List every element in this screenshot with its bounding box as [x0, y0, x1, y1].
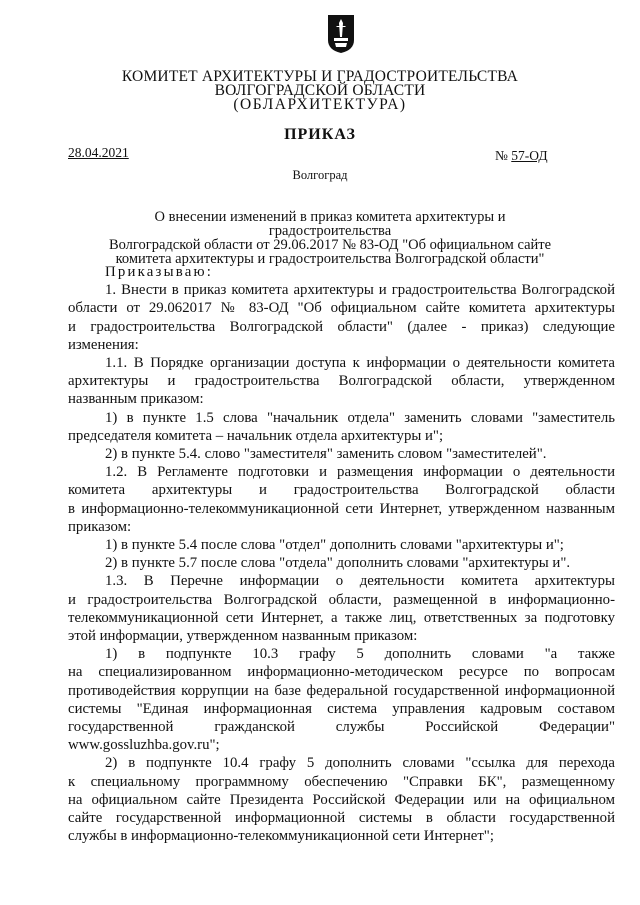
- order-number-value: 57-ОД: [511, 148, 548, 163]
- committee-short-name: (ОБЛАРХИТЕКТУРА): [233, 96, 407, 113]
- body-line: и градостроительства Волгоградской области" (далее - приказ) следующие: [68, 318, 615, 335]
- subject-line: О внесении изменений в приказ комитета архитектуры и градостроительства: [154, 209, 506, 239]
- body-line: 1.2. В Регламенте подготовки и размещения информации о деятельности: [105, 464, 615, 481]
- body-line: телекоммуникационной сети Интернет, а также лиц, ответственных за подготовку: [68, 609, 615, 626]
- body-line: противодействия коррупции на базе федеральной государственной информационной: [68, 682, 615, 699]
- body-line: названным приказом:: [68, 391, 204, 408]
- body-line: государственной гражданской службы Российской Федерации": [68, 719, 615, 736]
- body-line: на специализированном информационно-методическом ресурсе по вопросам: [68, 664, 615, 681]
- coat-of-arms-icon: [327, 14, 355, 54]
- subject-line: Волгоградской области от 29.06.2017 № 83-ОД "Об официальном сайте: [108, 237, 552, 253]
- body-line: 2) в подпункте 10.4 графу 5 дополнить словами "ссылка для перехода: [105, 755, 615, 772]
- body-line: системы "Единая информационная система управления кадровым составом: [68, 700, 615, 717]
- document-type-title: ПРИКАЗ: [284, 126, 356, 143]
- body-line: 1.1. В Порядке организации доступа к информации о деятельности комитета: [105, 355, 615, 372]
- body-line: архитектуры и градостроительства Волгоградской области, утвержденном: [68, 373, 615, 390]
- body-line: в информационно-телекоммуникационной сети Интернет, утвержденном названным: [68, 500, 615, 517]
- body-line: 1.3. В Перечне информации о деятельности комитета архитектуры: [105, 573, 615, 590]
- body-line: комитета архитектуры и градостроительства Волгоградской области: [68, 482, 615, 499]
- body-line: 1) в подпункте 10.3 графу 5 дополнить словами "а также: [105, 646, 615, 663]
- body-line: 2) в пункте 5.4. слово "заместителя" заменить словом "заместителей".: [105, 446, 547, 463]
- body-line: изменения:: [68, 336, 139, 353]
- body-line: службы в информационно-телекоммуникационной сети Интернет";: [68, 828, 494, 845]
- body-line: председателя комитета – начальник отдела архитектуры и";: [68, 427, 444, 444]
- order-number: [495, 148, 548, 164]
- body-line: к специальному программному обеспечению "Справки БК", размещенному: [68, 773, 615, 790]
- body-line: сайте государственной информационной системы в области государственной: [68, 810, 615, 827]
- body-line: 2) в пункте 5.7 после слова "отдела" дополнить словами "архитектуры и".: [105, 555, 571, 572]
- body-line: и градостроительства Волгоградской области, размещенной в информационно-: [68, 591, 615, 608]
- committee-name-line-1: КОМИТЕТ АРХИТЕКТУРЫ И ГРАДОСТРОИТЕЛЬСТВА: [121, 68, 519, 85]
- order-word: Приказываю:: [105, 264, 214, 280]
- body-line: приказом:: [68, 518, 132, 535]
- order-body: [68, 263, 615, 846]
- city-name: Волгоград: [292, 168, 348, 182]
- order-date: 28.04.2021: [68, 145, 129, 160]
- body-line: этой информации, утвержденном названным приказом:: [68, 628, 418, 645]
- order-number-prefix: №: [495, 148, 512, 163]
- body-line: www.gossluzhba.gov.ru";: [68, 737, 220, 754]
- body-line: на официальном сайте Президента Российской Федерации или на официальном: [68, 791, 615, 808]
- body-line: 1) в пункте 5.4 после слова "отдел" дополнить словами "архитектуры и";: [105, 537, 564, 554]
- subject-line: комитета архитектуры и градостроительства Волгоградской области": [115, 251, 545, 267]
- committee-name-line-2: ВОЛГОГРАДСКОЙ ОБЛАСТИ: [214, 82, 426, 99]
- order-subject: [95, 210, 565, 266]
- body-line: 1) в пункте 1.5 слова "начальник отдела" заменить словами "заместитель: [105, 409, 615, 426]
- body-line: области от 29.062017 № 83-ОД "Об официальном сайте комитета архитектуры: [68, 300, 615, 317]
- body-line: 1. Внести в приказ комитета архитектуры и градостроительства Волгоградской: [105, 282, 615, 299]
